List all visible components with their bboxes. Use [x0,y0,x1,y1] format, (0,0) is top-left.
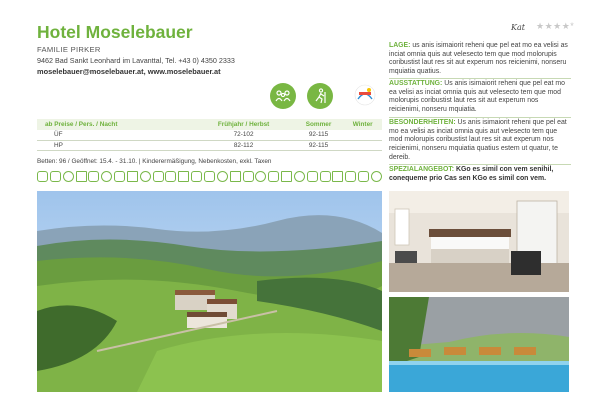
amenity-icon [140,171,151,182]
spezialangebot-text: KGo es simil con vem senihil, conequeme prio Cas sen KGo es simil con vem. [389,166,554,182]
amenity-icon [371,171,382,182]
divider [389,117,571,118]
price-col-header: Frühjahr / Herbst [194,119,294,130]
amenity-icon [127,171,138,182]
amenity-icon [88,171,99,182]
beds-info: Betten: 96 / Geöffnet: 15.4. - 31.10. | Kinderermäßigung, Nebenkosten, exkl. Taxen [37,158,272,165]
besonderheiten-heading: BESONDERHEITEN: [389,119,456,126]
ausstattung-heading: AUSSTATTUNG: [389,80,443,87]
table-cell [343,140,382,150]
amenity-icon [294,171,305,182]
amenity-icon [101,171,112,182]
amenity-icon [307,171,318,182]
section-lage [389,42,571,77]
lage-heading: LAGE: [389,42,411,49]
price-table-header [37,119,382,130]
amenity-icon [243,171,254,182]
amenity-icon [332,171,343,182]
table-cell: 92-115 [294,130,344,140]
divider [389,78,571,79]
ausstattung-text: Us anis isimaiorit reheni que pel eat mo ea velisi as inciat omnia quis aut velesecto tem que mod molorupis coribustist laut res sit aut experum nos reicienimi, nonseru mquiatia. [389,80,565,114]
table-cell: 72-102 [194,130,294,140]
room-photo [389,191,569,292]
amenity-icon [63,171,74,182]
amenity-icon [230,171,241,182]
amenity-icon [178,171,189,182]
family-name: FAMILIE PIRKER [37,45,101,54]
category-label: Kat [511,23,525,32]
price-col-header: ab Preise / Pers. / Nacht [37,119,194,130]
contact-web[interactable]: moselebauer@moselebauer.at, www.moselebauer.at [37,67,221,76]
section-ausstattung [389,80,571,115]
amenity-icon [358,171,369,182]
address-line: 9462 Bad Sankt Leonhard im Lavanttal, Tel. +43 0) 4350 2333 [37,56,235,65]
table-cell: 82-112 [194,140,294,150]
table-row [37,140,382,150]
section-spezialangebot [389,166,571,183]
table-cell: 92-115 [294,140,344,150]
table-cell: HP [37,140,194,150]
amenity-icon [320,171,331,182]
price-table [37,119,382,151]
besonderheiten-text: Us anis isimaiorit reheni que pel eat mo ea velisi as inciat omnia quis aut velesecto tem que mod molorupis coribustist laut res sit aut experum nos reicienimi, nonseru mquiatia quatius estem ut quatur, te dereib. [389,119,567,161]
amenity-icon [268,171,279,182]
amenity-icon [153,171,164,182]
vacation-logo [354,84,376,106]
divider [389,164,571,165]
price-col-header: Winter [343,119,382,130]
amenity-icon [204,171,215,182]
amenity-icon [37,171,48,182]
amenity-icon [76,171,87,182]
amenity-icon [114,171,125,182]
table-row [37,130,382,140]
amenity-icon [191,171,202,182]
pool-photo [389,297,569,392]
table-cell: ÜF [37,130,194,140]
hotel-aerial-photo [37,191,382,392]
amenity-icon [345,171,356,182]
amenity-icon [281,171,292,182]
lage-text: us anis isimaiorit reheni que pel eat mo ea velisi as inciat omnia quis aut velesecto tem que mod molorupis coribustist laut res sit aut experum nos reicienimi, nonseru mquiatia quatius. [389,42,568,76]
amenity-icon [165,171,176,182]
hiking-icon [307,83,333,109]
amenity-icons [37,171,382,185]
amenity-icon [217,171,228,182]
price-col-header: Sommer [294,119,344,130]
hotel-title: Hotel Moselebauer [37,22,193,42]
spezialangebot-heading: SPEZIALANGEBOT: [389,166,455,173]
category-stars: ★★★★* [536,21,575,31]
section-besonderheiten [389,119,571,163]
table-cell [343,130,382,140]
family-icon [270,83,296,109]
amenity-icon [255,171,266,182]
amenity-icon [50,171,61,182]
